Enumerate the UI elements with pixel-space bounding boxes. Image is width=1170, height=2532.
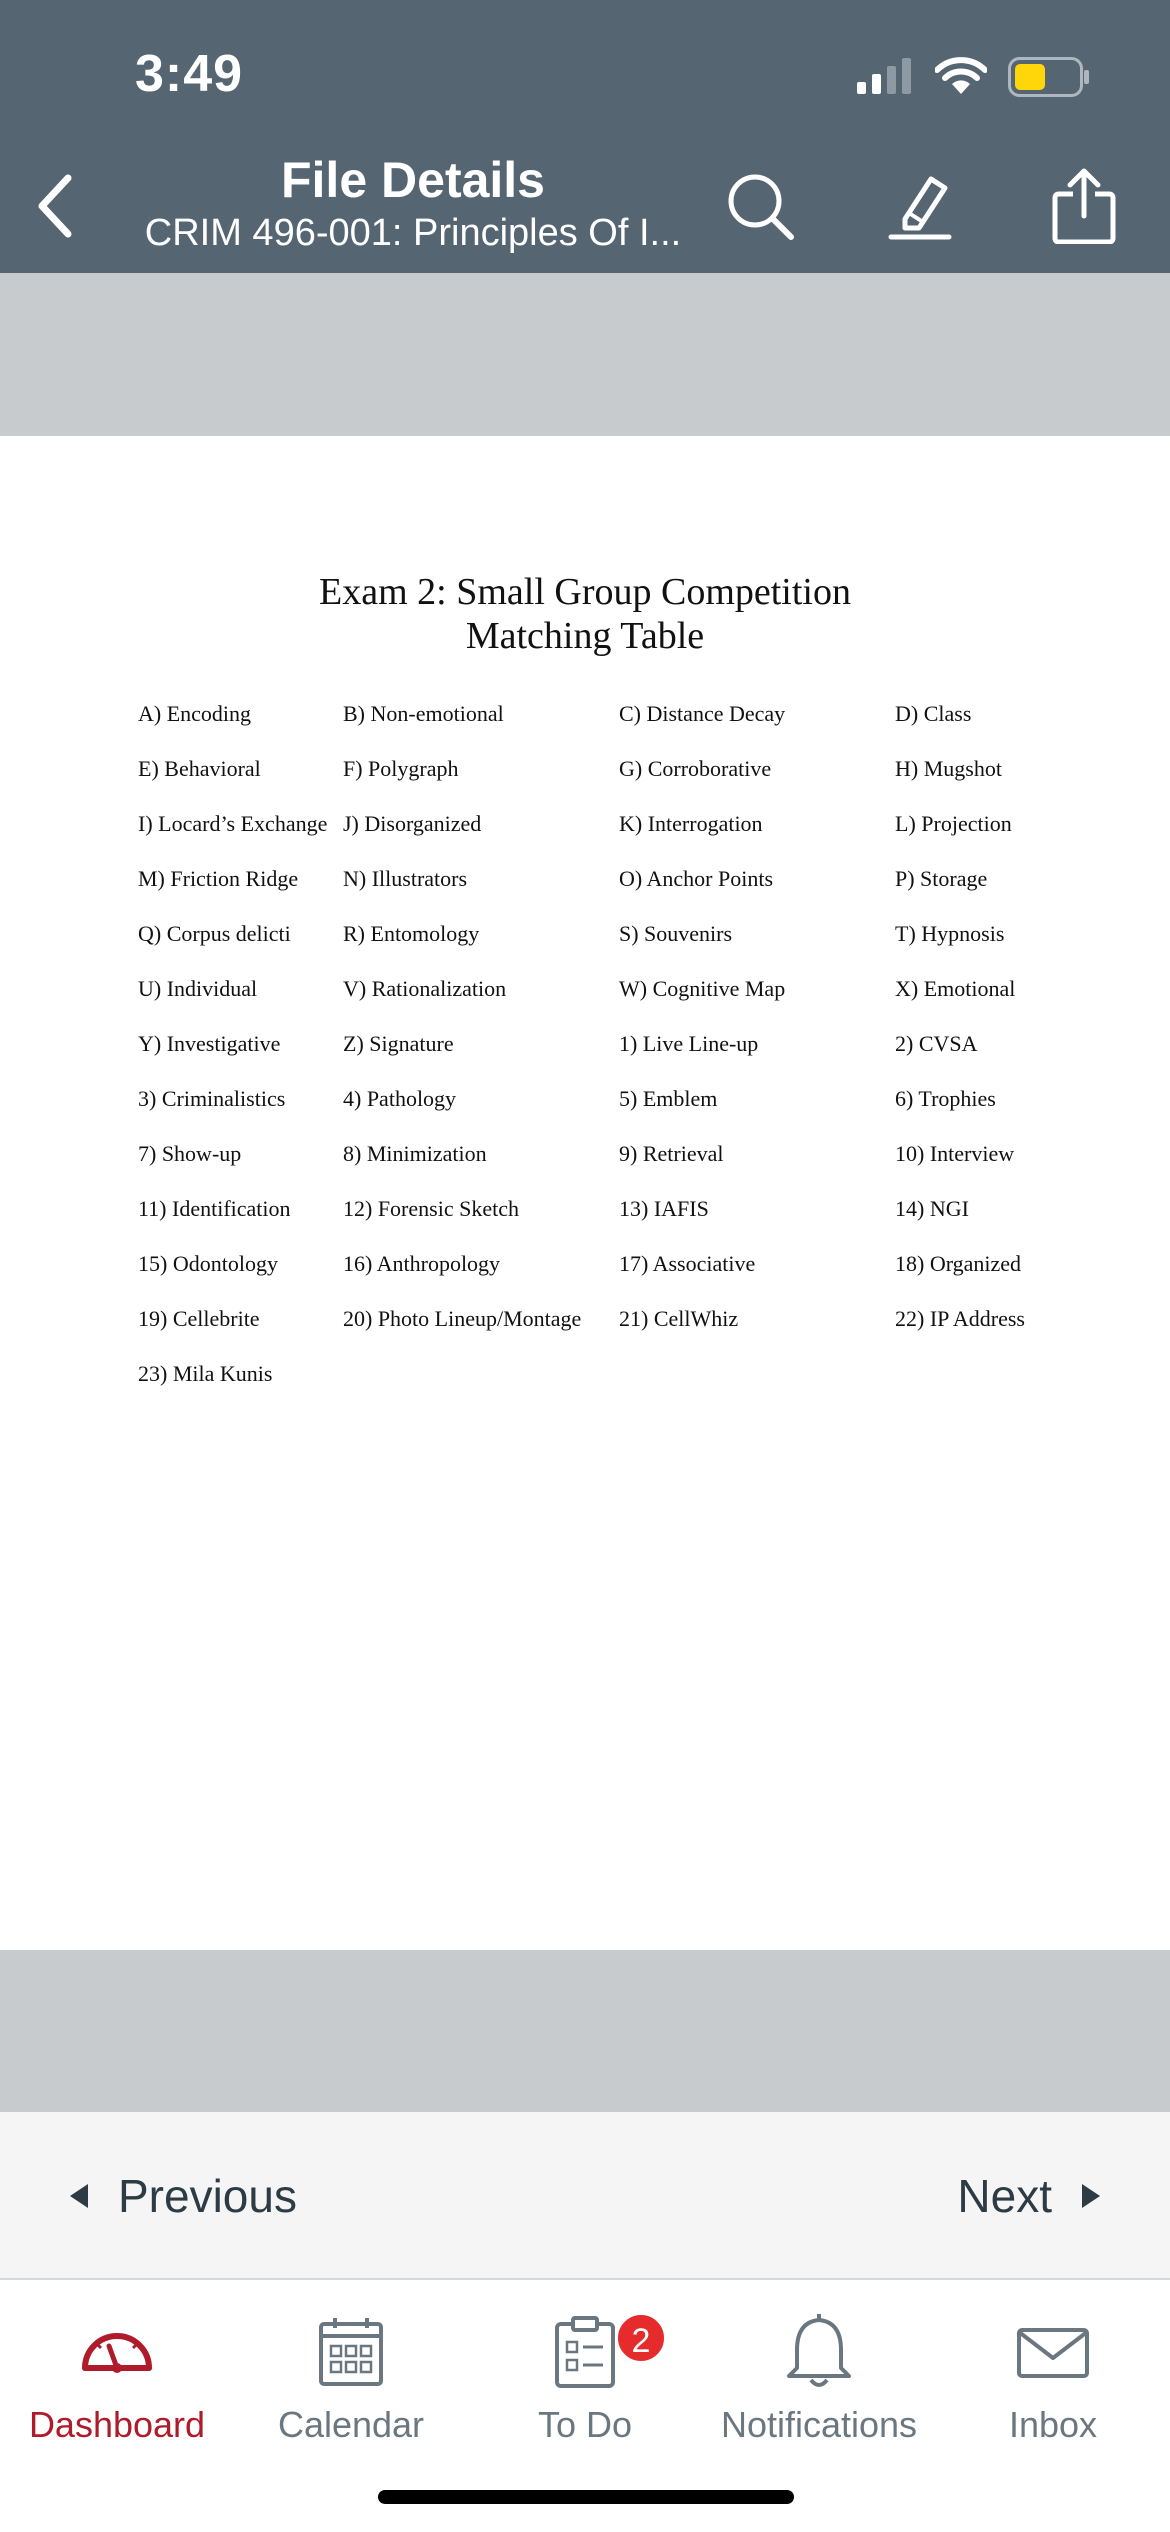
matching-item: 21) CellWhiz bbox=[619, 1306, 739, 1331]
matching-item: Z) Signature bbox=[343, 1031, 454, 1056]
wifi-icon bbox=[935, 56, 987, 96]
matching-item: R) Entomology bbox=[343, 921, 480, 946]
cellular-signal-icon bbox=[855, 58, 915, 94]
viewer-top-margin bbox=[0, 273, 1170, 436]
tab-inbox[interactable] bbox=[936, 2304, 1170, 2464]
matching-item: 1) Live Line-up bbox=[619, 1031, 759, 1056]
previous-label: Previous bbox=[118, 2170, 297, 2222]
tab-dashboard-label: Dashboard bbox=[28, 2404, 206, 2445]
matching-item: D) Class bbox=[895, 701, 972, 726]
matching-item: K) Interrogation bbox=[619, 811, 763, 836]
matching-item: H) Mugshot bbox=[895, 756, 1002, 781]
matching-item: 15) Odontology bbox=[138, 1251, 278, 1276]
matching-item: 2) CVSA bbox=[895, 1031, 978, 1056]
matching-item: V) Rationalization bbox=[343, 976, 507, 1001]
matching-item: 10) Interview bbox=[895, 1141, 1015, 1166]
matching-item: Q) Corpus delicti bbox=[138, 921, 291, 946]
matching-item: L) Projection bbox=[895, 811, 1012, 836]
home-indicator[interactable] bbox=[378, 2490, 794, 2504]
tab-notifications[interactable] bbox=[702, 2304, 936, 2464]
tab-notifications-label: Notifications bbox=[720, 2404, 918, 2445]
status-time: 3:49 bbox=[135, 45, 244, 103]
annotate-button[interactable] bbox=[882, 166, 962, 246]
matching-item: A) Encoding bbox=[138, 701, 252, 726]
previous-arrow-icon bbox=[70, 2184, 88, 2208]
matching-item: C) Distance Decay bbox=[619, 701, 786, 726]
page-title: File Details bbox=[281, 152, 545, 208]
matching-item: N) Illustrators bbox=[343, 866, 468, 891]
matching-item: I) Locard’s Exchange bbox=[138, 811, 328, 836]
calendar-icon bbox=[311, 2312, 391, 2392]
matching-item: 13) IAFIS bbox=[619, 1196, 709, 1221]
document-title-line-2: Matching Table bbox=[465, 615, 705, 657]
dashboard-gauge-icon bbox=[77, 2312, 157, 2392]
matching-item: X) Emotional bbox=[895, 976, 1016, 1001]
tab-inbox-label: Inbox bbox=[1008, 2404, 1098, 2445]
annotate-pen-icon bbox=[887, 171, 957, 241]
matching-item: 8) Minimization bbox=[343, 1141, 487, 1166]
matching-item: 16) Anthropology bbox=[343, 1251, 501, 1276]
share-icon bbox=[1051, 168, 1117, 244]
matching-item: 23) Mila Kunis bbox=[138, 1361, 273, 1386]
file-pager bbox=[0, 2112, 1170, 2280]
share-button[interactable] bbox=[1044, 166, 1124, 246]
matching-item: 7) Show-up bbox=[138, 1141, 242, 1166]
bell-icon bbox=[779, 2312, 859, 2392]
tab-dashboard[interactable] bbox=[0, 2304, 234, 2464]
course-subtitle: CRIM 496-001: Principles Of I... bbox=[144, 212, 682, 254]
matching-item: J) Disorganized bbox=[343, 811, 482, 836]
document-page[interactable] bbox=[0, 436, 1170, 1950]
next-label: Next bbox=[957, 2170, 1052, 2222]
search-button[interactable] bbox=[720, 166, 800, 246]
search-icon bbox=[725, 171, 795, 241]
matching-item: B) Non-emotional bbox=[343, 701, 504, 726]
matching-item: Y) Investigative bbox=[138, 1031, 281, 1056]
matching-item: 22) IP Address bbox=[895, 1306, 1025, 1331]
matching-item: 9) Retrieval bbox=[619, 1141, 724, 1166]
envelope-icon bbox=[1013, 2312, 1093, 2392]
todo-clipboard-icon bbox=[545, 2312, 625, 2392]
matching-item: 18) Organized bbox=[895, 1251, 1022, 1276]
header-title-block bbox=[140, 150, 686, 256]
document-title bbox=[0, 570, 1170, 658]
tab-todo-label: To Do bbox=[537, 2404, 633, 2445]
matching-item: 3) Criminalistics bbox=[138, 1086, 286, 1111]
viewer-bottom-margin bbox=[0, 1950, 1170, 2112]
matching-item: O) Anchor Points bbox=[619, 866, 773, 891]
matching-item: 6) Trophies bbox=[895, 1086, 996, 1111]
matching-item: P) Storage bbox=[895, 866, 988, 891]
back-chevron-icon bbox=[34, 174, 74, 238]
matching-item: F) Polygraph bbox=[343, 756, 459, 781]
next-arrow-icon bbox=[1082, 2184, 1100, 2208]
matching-item: M) Friction Ridge bbox=[138, 866, 299, 891]
matching-item: 4) Pathology bbox=[343, 1086, 457, 1111]
document-title-line-1: Exam 2: Small Group Competition bbox=[319, 571, 851, 613]
back-button[interactable] bbox=[18, 168, 90, 244]
tab-todo[interactable] bbox=[468, 2304, 702, 2464]
matching-item: 19) Cellebrite bbox=[138, 1306, 260, 1331]
matching-item: U) Individual bbox=[138, 976, 258, 1001]
matching-item: 14) NGI bbox=[895, 1196, 969, 1221]
matching-item: 20) Photo Lineup/Montage bbox=[343, 1306, 582, 1331]
matching-item: W) Cognitive Map bbox=[619, 976, 786, 1001]
matching-item: G) Corroborative bbox=[619, 756, 772, 781]
todo-count-badge: 2 bbox=[615, 2312, 667, 2364]
matching-item: 11) Identification bbox=[138, 1196, 291, 1221]
app-header bbox=[0, 0, 1170, 273]
matching-item: 17) Associative bbox=[619, 1251, 756, 1276]
battery-icon bbox=[1008, 57, 1090, 97]
tab-calendar-label: Calendar bbox=[277, 2404, 425, 2445]
matching-item: 12) Forensic Sketch bbox=[343, 1196, 519, 1221]
next-button[interactable] bbox=[957, 2156, 1100, 2236]
tab-calendar[interactable] bbox=[234, 2304, 468, 2464]
matching-item: E) Behavioral bbox=[138, 756, 261, 781]
matching-item: S) Souvenirs bbox=[619, 921, 733, 946]
matching-item: T) Hypnosis bbox=[895, 921, 1005, 946]
previous-button[interactable] bbox=[70, 2156, 297, 2236]
matching-item: 5) Emblem bbox=[619, 1086, 718, 1111]
